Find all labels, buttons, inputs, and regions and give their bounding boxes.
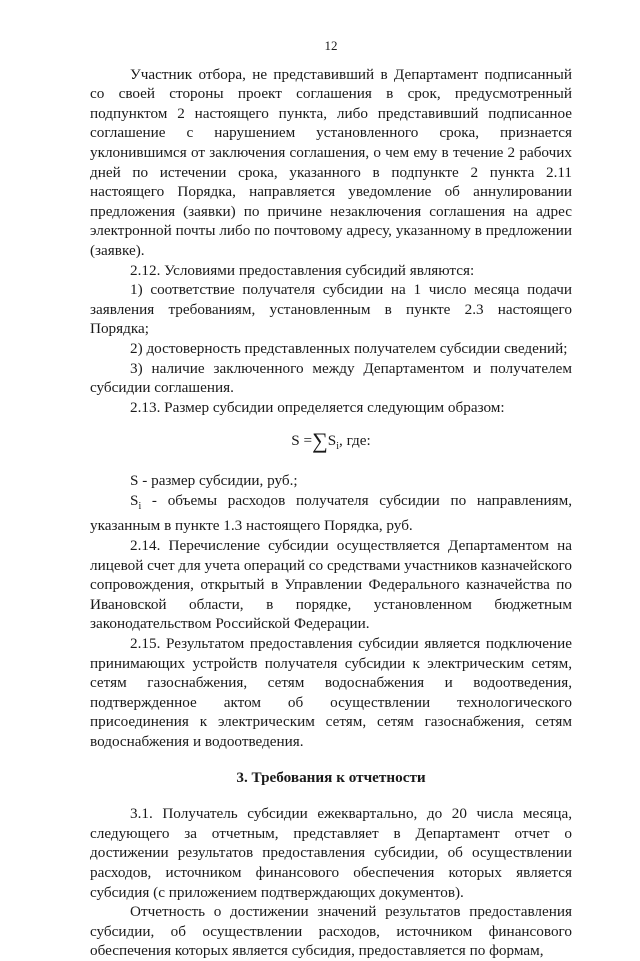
paragraph-2-15: 2.15. Результатом предоставления субсидии является подключение принимающих устройств получателя субсидии к электрическим сетям, сетям газоснабжения, сетям водоснабжения и водоотведения, подтвержденное актом об осуществлении технологического присоединения к электрическим сетям, сетям газоснабжения, сетям водоснабжения и водоотведения. bbox=[90, 635, 572, 750]
si-subscript: i bbox=[138, 500, 142, 512]
formula-term: S bbox=[327, 432, 337, 450]
paragraph-refusal: Участник отбора, не представивший в Департамент подписанный со своей стороны проект соглашения в срок, предусмотренный подпунктом 2 настоящего пункта, либо представивший подписанное соглашение с нарушением установленного срока, признается уклонившимся от заключения соглашения, о чем ему в течение 2 рабочих дней по истечении срока, указанного в подпункте 2 пункта 2.11 настоящего Порядка, направляется уведомление об аннулировании предложения (заявки) по причине незаключения соглашения на адрес электронной почты либо по почтовому адресу, указанному в предложении (заявке). bbox=[90, 65, 572, 259]
paragraph-condition-3: 3) наличие заключенного между Департаментом и получателем субсидии соглашения. bbox=[90, 359, 572, 397]
formula-subscript: i bbox=[336, 441, 339, 453]
section-heading: 3. Требования к отчетности bbox=[236, 768, 426, 786]
paragraph-condition-2: 2) достоверность представленных получателем субсидии сведений; bbox=[130, 339, 568, 357]
si-definition-text: - объемы расходов получателя субсидии по направлениям, указанным в пункте 1.3 настоящего Порядка, руб. bbox=[90, 491, 572, 535]
definition-si bbox=[90, 491, 572, 536]
paragraph-condition-1: 1) соответствие получателя субсидии на 1 число месяца подачи заявления требованиям, установленным в пункте 2.3 настоящего Порядка; bbox=[90, 281, 572, 338]
formula-suffix: , где: bbox=[338, 432, 371, 450]
paragraph-3-1: 3.1. Получатель субсидии ежеквартально, до 20 числа месяца, следующего за отчетным, представляет в Департамент отчет о достижении результатов предоставления субсидии, об осуществлении расходов, источником финансового обеспечения которых является субсидия (с приложением подтверждающих документов). bbox=[90, 805, 572, 901]
paragraph-2-13: 2.13. Размер субсидии определяется следующим образом: bbox=[130, 398, 505, 416]
definition-s: S - размер субсидии, руб.; bbox=[130, 472, 298, 490]
formula-left: S = bbox=[291, 432, 313, 450]
subsidy-formula bbox=[90, 428, 572, 457]
paragraph-2-12: 2.12. Условиями предоставления субсидий являются: bbox=[130, 261, 475, 279]
formula-sum-symbol: ∑ bbox=[312, 428, 328, 454]
page-number: 12 bbox=[324, 38, 338, 53]
paragraph-2-14: 2.14. Перечисление субсидии осуществляется Департаментом на лицевой счет для учета операций со средствами участников казначейского сопровождения, открытый в Управлении Федерального казначейства по Ивановской области, в порядке, установленном бюджетным законодательством Российской Федерации. bbox=[90, 537, 572, 633]
paragraph-reporting-forms: Отчетность о достижении значений результатов предоставления субсидии, об осуществлении расходов, источником финансового обеспечения которых является субсидия, предоставляется по формам, bbox=[90, 903, 572, 960]
si-symbol: S bbox=[130, 491, 139, 509]
